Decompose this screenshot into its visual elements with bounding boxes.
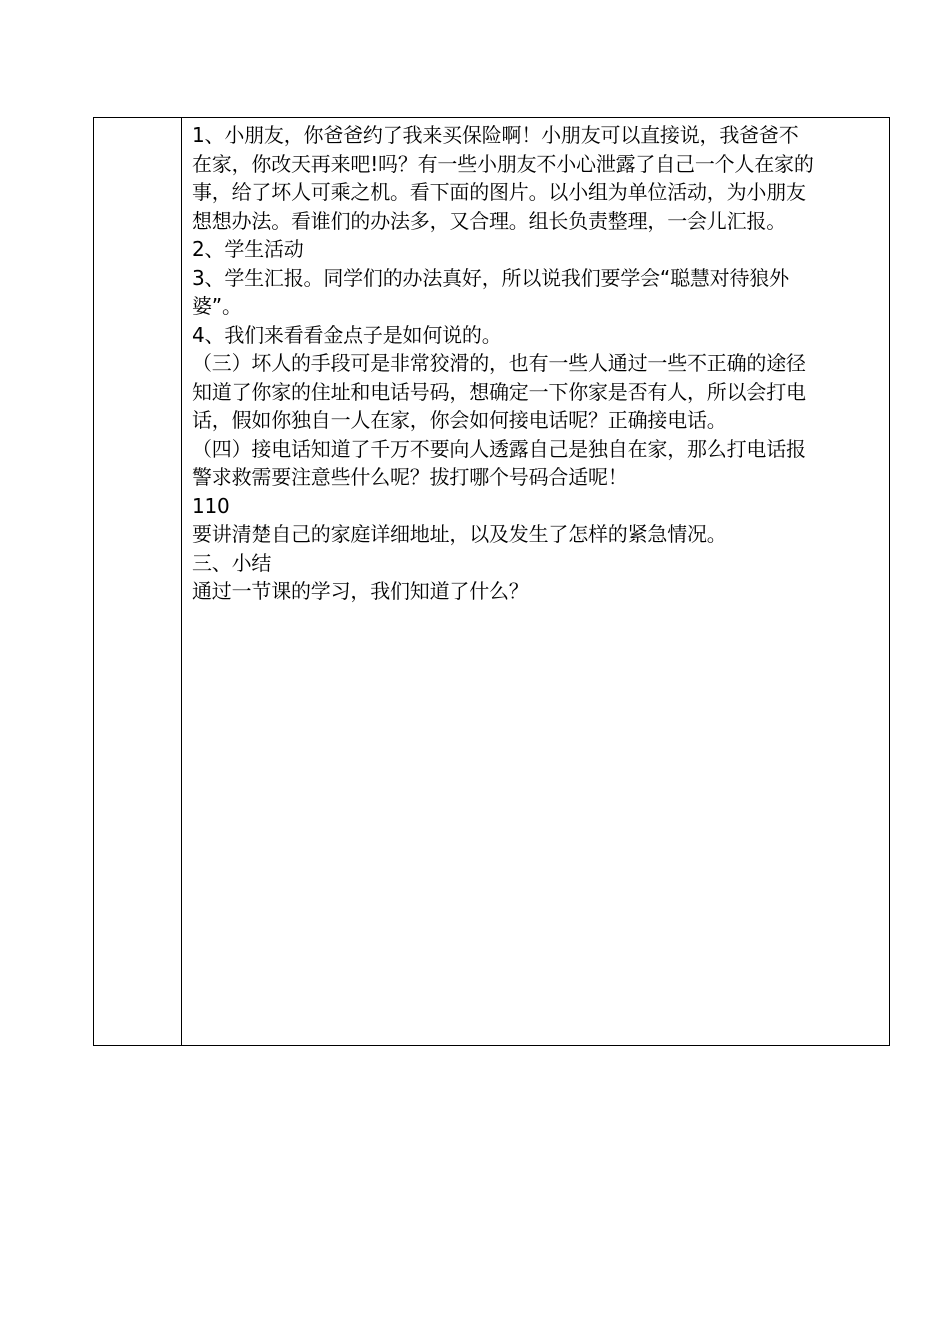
text-line: 话，假如你独自一人在家，你会如何接电话呢？正确接电话。: [192, 408, 727, 432]
text-line: （四）接电话知道了千万不要向人透露自己是独自在家，那么打电话报: [192, 436, 806, 461]
lesson-table: [93, 117, 890, 1046]
text-line: 3、学生汇报。同学们的办法真好，所以说我们要学会“聪慧对待狼外: [192, 265, 789, 290]
text-line: （三）坏人的手段可是非常狡滑的，也有一些人通过一些不正确的途径: [192, 351, 806, 375]
left-empty-cell: [94, 118, 182, 1045]
text-line: 4、我们来看看金点子是如何说的。: [192, 322, 502, 347]
text-line: 要讲清楚自己的家庭详细地址，以及发生了怎样的紧急情况。: [192, 522, 727, 546]
text-line: 在家，你改天再来吧!吗？有一些小朋友不小心泄露了自己一个人在家的: [192, 151, 814, 176]
text-line: 事，给了坏人可乘之机。看下面的图片。以小组为单位活动，为小朋友: [192, 180, 806, 204]
text-line: 三、小结: [192, 550, 272, 575]
text-line: 想想办法。看谁们的办法多，又合理。组长负责整理，一会儿汇报。: [192, 208, 786, 233]
text-line: 1、小朋友，你爸爸约了我来买保险啊！小朋友可以直接说，我爸爸不: [192, 123, 799, 147]
text-line: 知道了你家的住址和电话号码，想确定一下你家是否有人，所以会打电: [192, 379, 806, 404]
text-line: 通过一节课的学习，我们知道了什么？: [192, 579, 529, 603]
text-line: 110: [192, 493, 230, 518]
text-line: 婆”。: [192, 294, 242, 318]
text-line: 2、学生活动: [192, 237, 304, 261]
text-line: 警求救需要注意些什么呢？拔打哪个号码合适呢！: [192, 465, 628, 489]
lesson-content-cell: [182, 118, 889, 1045]
